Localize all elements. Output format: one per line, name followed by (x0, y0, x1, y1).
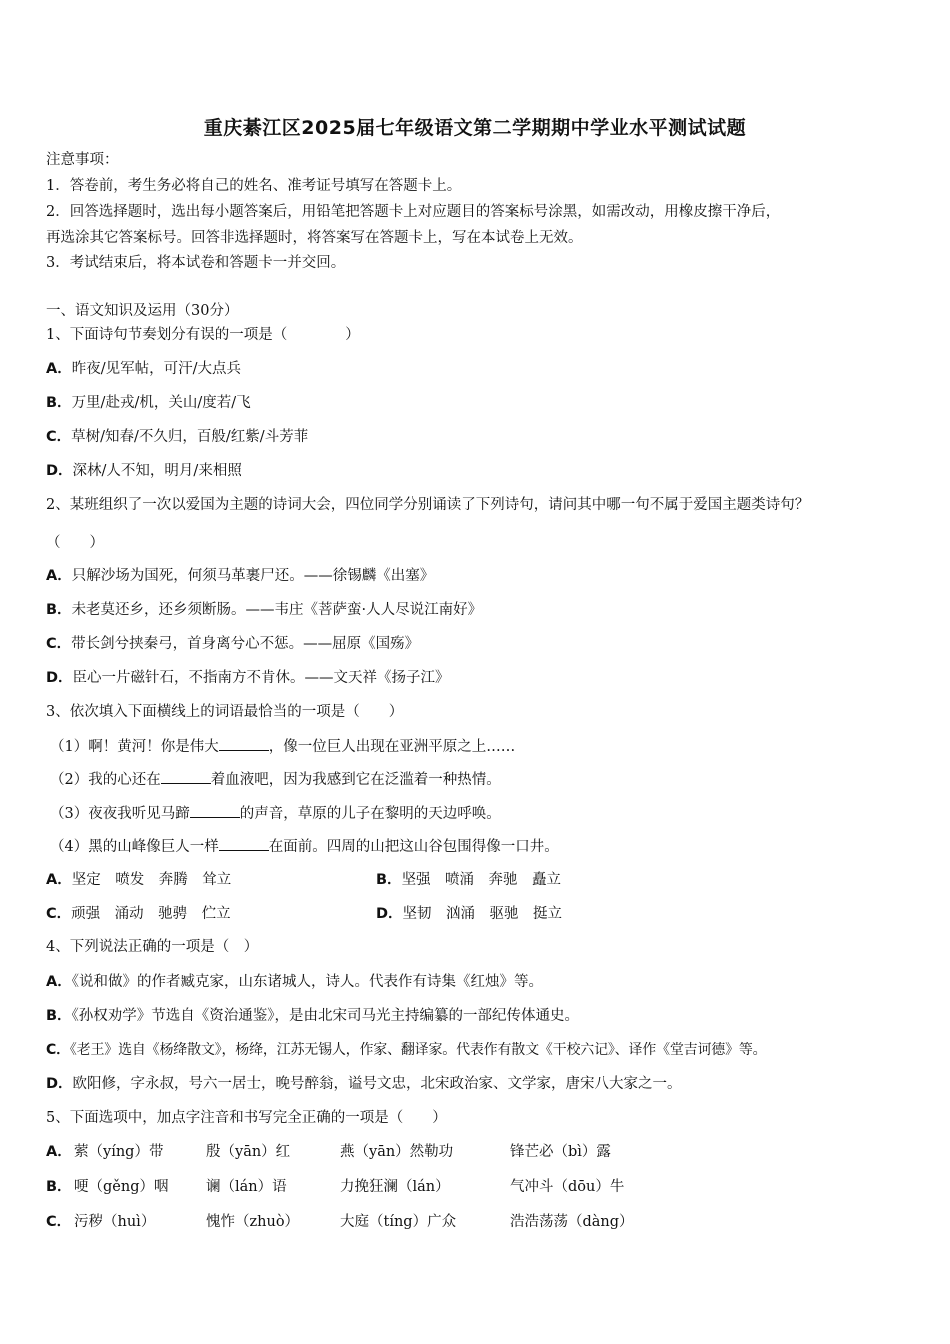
word-item: 力挽狂澜（lán） (340, 1179, 450, 1195)
option-letter: A． (46, 872, 72, 888)
option-letter: B． (46, 1008, 72, 1024)
option-letter: A． (46, 974, 72, 990)
option-text: 深林/人不知，明月/来相照 (72, 463, 242, 479)
option-text: 《孙权劝学》节选自《资治通鉴》，是由北宋司马光主持编纂的一部纪传体通史。 (71, 1008, 580, 1024)
q3-option-c (46, 904, 231, 924)
option-letter: C． (46, 636, 72, 652)
q2-option-a (46, 566, 434, 586)
option-text: 万里/赴戎/机，关山/度若/飞 (71, 395, 251, 411)
option-letter: B． (46, 395, 72, 411)
section-heading: 一、语文知识及运用（30分） (46, 303, 239, 319)
q1-option-b (46, 393, 251, 413)
word-item: 锋芒必（bì）露 (510, 1144, 611, 1160)
q2-option-d (46, 668, 450, 688)
option-text: 坚强 喷涌 奔驰 矗立 (401, 872, 562, 888)
option-letter: B． (46, 602, 72, 618)
notice-item: 1．答卷前，考生务必将自己的姓名、准考证号填写在答题卡上。 (46, 178, 462, 194)
sentence-text: （1）啊！黄河！你是伟大 (50, 739, 219, 755)
q4-option-c (46, 1040, 766, 1060)
question-2-stem: 2、某班组织了一次以爱国为主题的诗词大会，四位同学分别诵读了下列诗句，请问其中哪一句不属于爱国主题类诗句？ (46, 497, 810, 513)
option-text: 臣心一片磁针石，不指南方不肯休。——文天祥《扬子江》 (72, 670, 450, 686)
word-item: 燕（yān）然勒功 (340, 1144, 454, 1160)
sentence-text: 的声音，草原的儿子在黎明的天边呼唤。 (239, 806, 501, 822)
sentence-text: 在面前。四周的山把这山谷包围得像一口井。 (268, 839, 559, 855)
word-item: 谰（lán）语 (206, 1179, 287, 1195)
option-letter: B． (376, 872, 402, 888)
option-text: 带长剑兮挟秦弓，首身离兮心不惩。——屈原《国殇》 (71, 636, 420, 652)
option-letter: A． (46, 1144, 72, 1160)
option-letter: B． (46, 1179, 72, 1195)
q5-option-b (46, 1177, 666, 1197)
question-2-paren: （ ） (46, 535, 104, 551)
q2-option-c (46, 634, 419, 654)
notice-heading: 注意事项： (46, 152, 119, 168)
question-4-stem: 4、下列说法正确的一项是（ ） (46, 939, 259, 955)
word-item: 大庭（tíng）广众 (340, 1214, 457, 1230)
word-item: 气冲斗（dōu）牛 (510, 1179, 625, 1195)
q3-sentence (50, 769, 501, 790)
option-letter: C． (46, 429, 72, 445)
word-item: 萦（yíng）带 (74, 1144, 164, 1160)
question-5-stem: 5、下面选项中，加点字注音和书写完全正确的一项是（ ） (46, 1110, 447, 1126)
fill-blank (190, 803, 240, 818)
notice-item: 3．考试结束后，将本试卷和答题卡一并交回。 (46, 255, 346, 271)
option-letter: D． (46, 670, 73, 686)
q4-option-d (46, 1074, 682, 1094)
q5-option-c (46, 1212, 666, 1232)
option-letter: C． (46, 1214, 72, 1230)
option-letter: D． (46, 1076, 73, 1092)
q4-option-a (46, 972, 543, 992)
word-item: 殷（yān）红 (206, 1144, 291, 1160)
notice-item: 再选涂其它答案标号。回答非选择题时，将答案写在答题卡上，写在本试卷上无效。 (46, 230, 583, 246)
question-3-stem: 3、依次填入下面横线上的词语最恰当的一项是（ ） (46, 704, 404, 720)
option-letter: C． (46, 1042, 70, 1058)
option-text: 顽强 涌动 驰骋 伫立 (71, 906, 231, 922)
q1-option-d (46, 461, 242, 481)
option-text: 《老王》选自《杨绛散文》，杨绛，江苏无锡人，作家、翻译家。代表作有散文《干校六记》、译作《堂吉诃德》等。 (69, 1042, 767, 1058)
option-text: 坚韧 汹涌 驱驰 挺立 (402, 906, 563, 922)
q4-option-b (46, 1006, 579, 1026)
option-letter: A． (46, 361, 72, 377)
word-item: 愧怍（zhuò） (206, 1214, 300, 1230)
q1-option-c (46, 427, 308, 447)
option-letter: A． (46, 568, 72, 584)
question-1-stem: 1、下面诗句节奏划分有误的一项是（ ） (46, 327, 360, 343)
q3-sentence (50, 803, 501, 824)
option-text: 欧阳修，字永叔，号六一居士，晚号醉翁，谥号文忠，北宋政治家、文学家，唐宋八大家之一。 (72, 1076, 682, 1092)
word-item: 污秽（huì） (74, 1214, 156, 1230)
page-title: 重庆綦江区2025届七年级语文第二学期期中学业水平测试试题 (203, 117, 747, 139)
q3-option-d (376, 904, 562, 924)
q1-option-a (46, 359, 241, 379)
option-text: 昨夜/见军帖，可汗/大点兵 (71, 361, 242, 377)
word-item: 哽（gěng）咽 (74, 1179, 169, 1195)
sentence-text: （3）夜夜我听见马蹄 (50, 806, 190, 822)
q3-option-b (376, 870, 561, 890)
q3-sentence (50, 736, 515, 757)
sentence-text: 着血液吧，因为我感到它在泛滥着一种热情。 (210, 772, 501, 788)
option-letter: C． (46, 906, 72, 922)
q3-option-a (46, 870, 231, 890)
option-text: 《说和做》的作者臧克家，山东诸城人，诗人。代表作有诗集《红烛》等。 (71, 974, 543, 990)
option-letter: D． (376, 906, 403, 922)
option-letter: D． (46, 463, 73, 479)
option-text: 坚定 喷发 奔腾 耸立 (71, 872, 232, 888)
fill-blank (219, 836, 269, 851)
notice-item: 2．回答选择题时，选出每小题答案后，用铅笔把答题卡上对应题目的答案标号涂黑，如需改动，用橡皮擦干净后， (46, 204, 781, 220)
sentence-text: （4）黑的山峰像巨人一样 (50, 839, 219, 855)
word-item: 浩浩荡荡（dàng） (510, 1214, 634, 1230)
fill-blank (219, 736, 269, 751)
sentence-text: （2）我的心还在 (50, 772, 161, 788)
q5-option-a (46, 1142, 666, 1162)
option-text: 草树/知春/不久归，百般/红紫/斗芳菲 (71, 429, 309, 445)
q3-sentence (50, 836, 559, 857)
fill-blank (161, 769, 211, 784)
sentence-text: ，像一位巨人出现在亚洲平原之上…… (268, 739, 516, 755)
option-text: 只解沙场为国死，何须马革裹尸还。——徐锡麟《出塞》 (71, 568, 435, 584)
option-text: 未老莫还乡，还乡须断肠。——韦庄《菩萨蛮·人人尽说江南好》 (71, 602, 483, 618)
q2-option-b (46, 600, 482, 620)
